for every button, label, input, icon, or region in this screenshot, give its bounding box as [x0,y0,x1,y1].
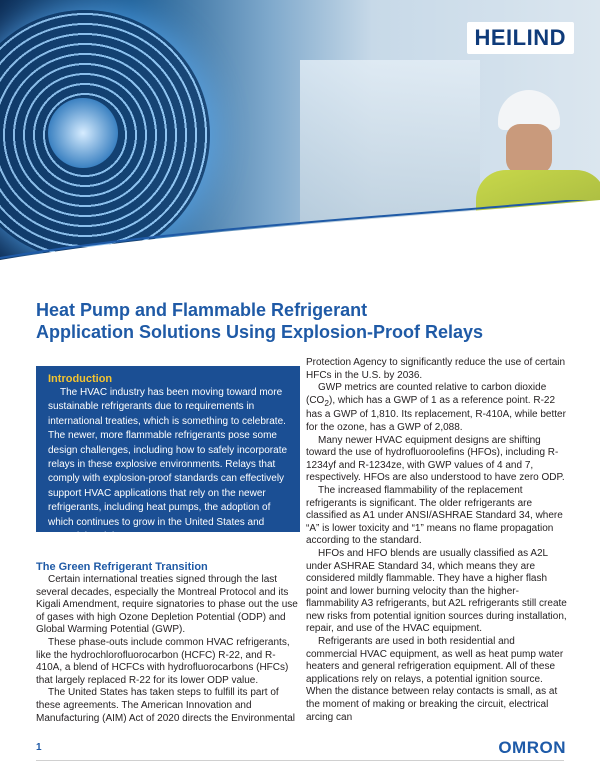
title-line-2: Application Solutions Using Explosion-Proof Relays [36,322,484,342]
title-line-1: Heat Pump and Flammable Refrigerant [36,300,368,320]
intro-heading: Introduction [48,373,113,385]
hero-image [0,0,600,290]
technician-face [506,124,552,174]
page-number: 1 [36,742,42,753]
left-column [36,560,300,725]
intro-text: The HVAC industry has been moving toward more sustainable refrigerants due to requirements in international treaties, which is something to celebrate. The newer, more flammable refrigerants pose some design challenges, including how to safely incorporate relays in these explosive environments. Relays that comply with explosion-proof standards can effectively support HVAC applications that rely on the newer refrigerants, including heat pumps, the adoption of which continues to grow in the United States and around the globe. [48,387,288,543]
text-run: GWP metrics are counted relative to carbon dioxide (CO [306,382,547,406]
text-run: ), which has a GWP of 1 as a reference point. R-22 has a GWP of 1,810. Its replacement, R-410A, while better for the ozone, has a GWP of 2,088. [306,394,566,433]
paragraph [306,382,568,434]
paragraph: Many newer HVAC equipment designs are shifting toward the use of hydrofluoroolefins (HFOs), including R-1234yf and R-1234ze, with GWP values of 4 and 7, respectively. HFOs are also understood to have zero ODP. [306,434,565,484]
section-heading: The Green Refrigerant Transition [36,561,208,573]
hero-wave-divider [0,200,600,290]
right-column [306,357,568,724]
page-title [36,299,576,343]
paragraph: HFOs and HFO blends are usually classified as A2L under ASHRAE Standard 34, which means they are considered mildly flammable. They have a higher flash point and lower burning velocity than the higher-flammability A3 refrigerants, but A2L refrigerants still create new risks from potential ignition sources during installation, repair, and use of the HVAC equipment. [306,547,567,635]
paragraph: These phase-outs include common HVAC refrigerants, like the hydrochlorofluorocarbon (HCFC) R-22, and R-410A, a blend of HCFCs with hydrofluorocarbons (HFCs) that largely replaced R-22 for its lower ODP value. [36,636,290,686]
paragraph: Refrigerants are used in both residential and commercial HVAC equipment, as well as heat pump water heaters and general refrigeration equipment. All of these applications rely on relays, a potential ignition source. When the distance between relay contacts is small, as at the moment of making or breaking the circuit, electrical arcing can [306,636,564,723]
introduction-callout [36,366,300,543]
paragraph: Certain international treaties signed through the last several decades, especially the Montreal Protocol and its Kigali Amendment, require signatories to phase out the use of gases with high Ozone Depletion Potential (ODP) and Global Warming Potential (GWP). [36,574,298,636]
heilind-logo: HEILIND [467,22,575,54]
omron-logo: OMRON [498,738,566,757]
paragraph: The increased flammability of the replacement refrigerants is significant. The older refrigerants are classified as A1 under ANSI/ASHRAE Standard 34, where “A” is lower toxicity and “1” means no flame propagation according to the standard. [306,484,563,547]
fan-hub [48,98,118,168]
subscript: 2 [324,397,329,408]
footer-divider [36,760,564,761]
paragraph: The United States has taken steps to fulfill its part of these agreements. The American Innovation and Manufacturing (AIM) Act of 2020 directs the Environmental [36,687,296,724]
paragraph: Protection Agency to significantly reduce the use of certain HFCs in the U.S. by 2036. [306,357,566,381]
